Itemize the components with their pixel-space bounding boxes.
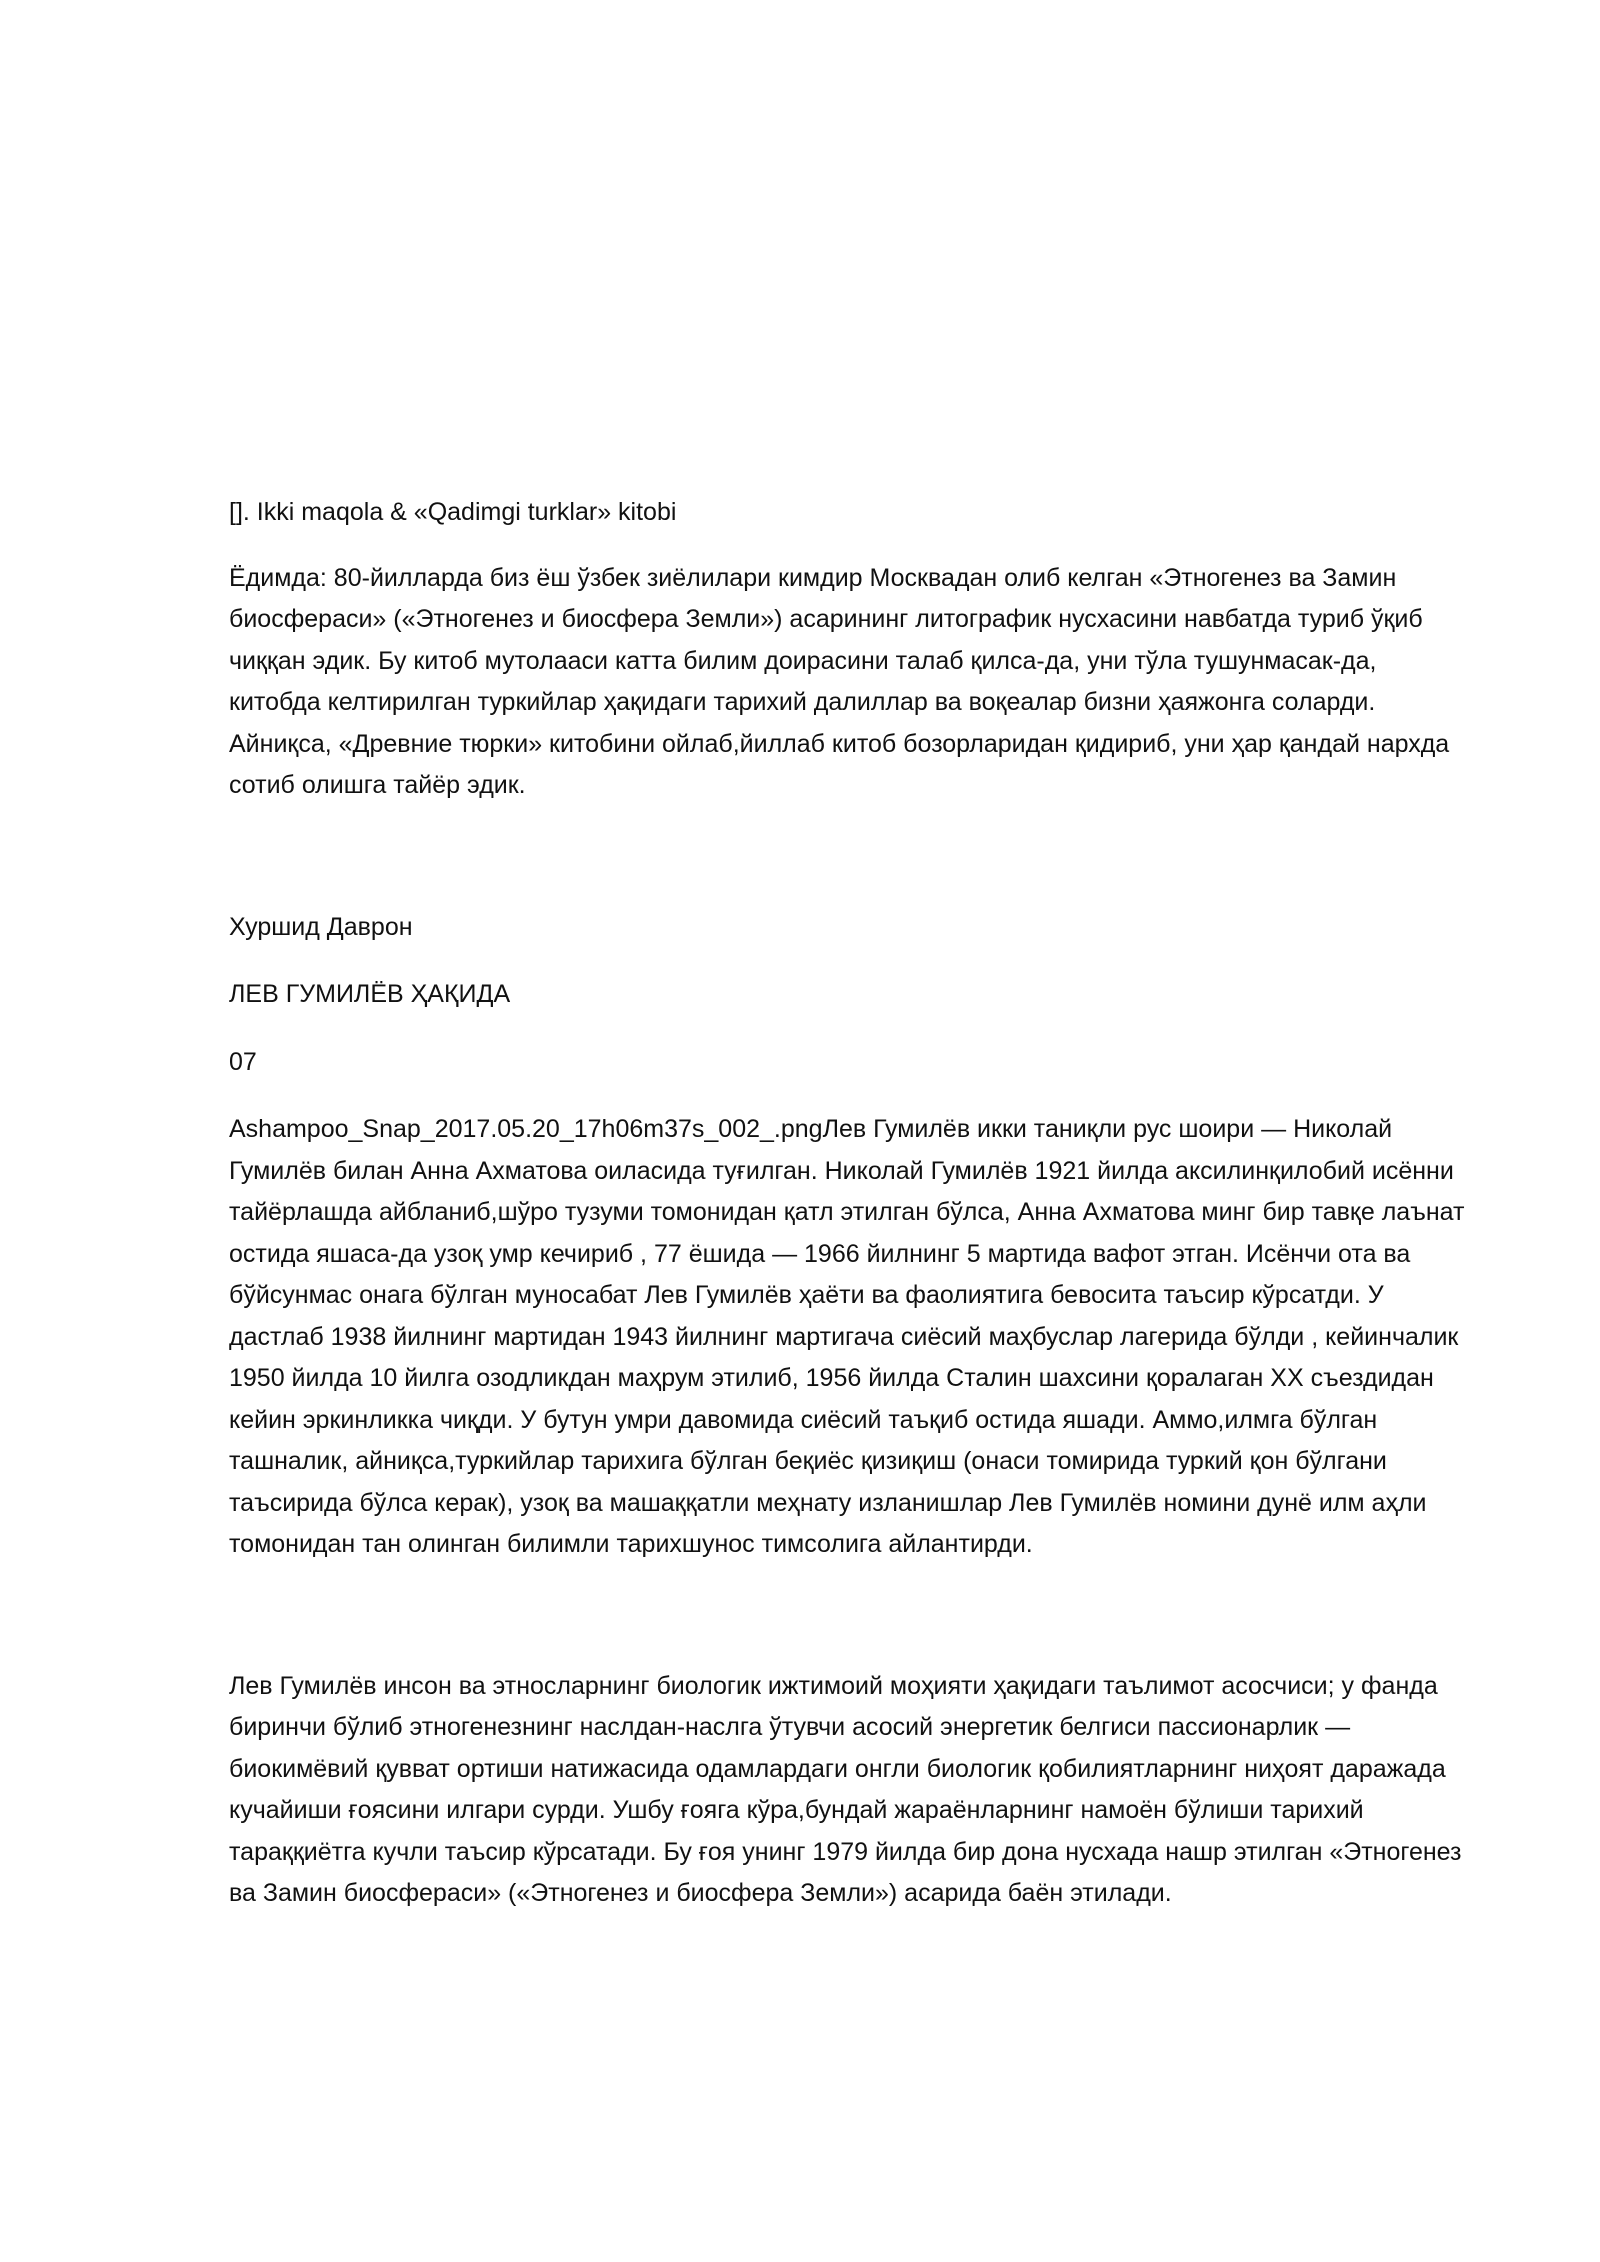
section-heading: ЛЕВ ГУМИЛЁВ ҲАҚИДА bbox=[229, 980, 511, 1008]
document-body bbox=[229, 492, 1474, 1915]
section-number: 07 bbox=[229, 1047, 257, 1076]
intro-paragraph: Ёдимда: 80-йилларда биз ёш ўзбек зиёлилари кимдир Москвадан олиб келган «Этногенез ва Замин биосфераси» («Этногенез и биосфера Земли») асарининг литографик нусхасини навбатда туриб ўқиб чиққан эдик. Бу китоб мутолааси катта билим доирасини талаб қилса-да, уни тўла тушунмасак-да, китобда келтирилган туркийлар ҳақидаги тарихий далиллар ва воқеалар бизни ҳаяжонга соларди. Айниқса, «Древние тюрки» китобини ойлаб,йиллаб китоб бозорларидан қидириб, уни ҳар қандай нархда сотиб олишга тайёр эдик. bbox=[229, 563, 1450, 799]
body-paragraph-1: Ashampoo_Snap_2017.05.20_17h06m37s_002_.pngЛев Гумилёв икки таниқли рус шоири — Николай Гумилёв билан Анна Ахматова оиласида туғилган. Николай Гумилёв 1921 йилда аксилинқилобий исённи тайёрлашда айбланиб,шўро тузуми томонидан қатл этилган бўлса, Анна Ахматова минг бир тавқе лаънат остида яшаса-да узоқ умр кечириб , 77 ёшида — 1966 йилнинг 5 мартида вафот этган. Исёнчи ота ва бўйсунмас онага бўлган муносабат Лев Гумилёв ҳаёти ва фаолиятига бевосита таъсир кўрсатди. У дастлаб 1938 йилнинг мартидан 1943 йилнинг мартигача сиёсий маҳбуслар лагерида бўлди , кейинчалик 1950 йилда 10 йилга озодликдан маҳрум этилиб, 1956 йилда Сталин шахсини қоралаган ХХ съездидан кейин эркинликка чиқди. У бутун умри давомида сиёсий таъқиб остида яшади. Аммо,илмга бўлган ташналик, айниқса,туркийлар тарихига бўлган беқиёс қизиқиш (онаси томирида туркий қон бўлгани таъсирида бўлса керак), узоқ ва машаққатли меҳнату изланишлар Лев Гумилёв номини дунё илм аҳли томонидан тан олинган билимли тарихшунос тимсолига айлантирди. bbox=[229, 1115, 1465, 1558]
document-title: []. Ikki maqola & «Qadimgi turklar» kitobi bbox=[229, 498, 677, 526]
body-paragraph-2: Лев Гумилёв инсон ва этносларнинг биологик ижтимоий моҳияти ҳақидаги таълимот асосчиси; у фанда биринчи бўлиб этногенезнинг наслдан-наслга ўтувчи асосий энергетик белгиси пассионарлик — биокимёвий қувват ортиши натижасида одамлардаги онгли биологик қобилиятларнинг ниҳоят даражада кучайиши ғоясини илгари сурди. Ушбу ғояга кўра,бундай жараёнларнинг намоён бўлиши тарихий тараққиётга кучли таъсир кўрсатади. Бу ғоя унинг 1979 йилда бир дона нусхада нашр этилган «Этногенез ва Замин биосфераси» («Этногенез и биосфера Земли») асарида баён этилади. bbox=[229, 1671, 1462, 1907]
author-name: Хуршид Даврон bbox=[229, 912, 413, 941]
